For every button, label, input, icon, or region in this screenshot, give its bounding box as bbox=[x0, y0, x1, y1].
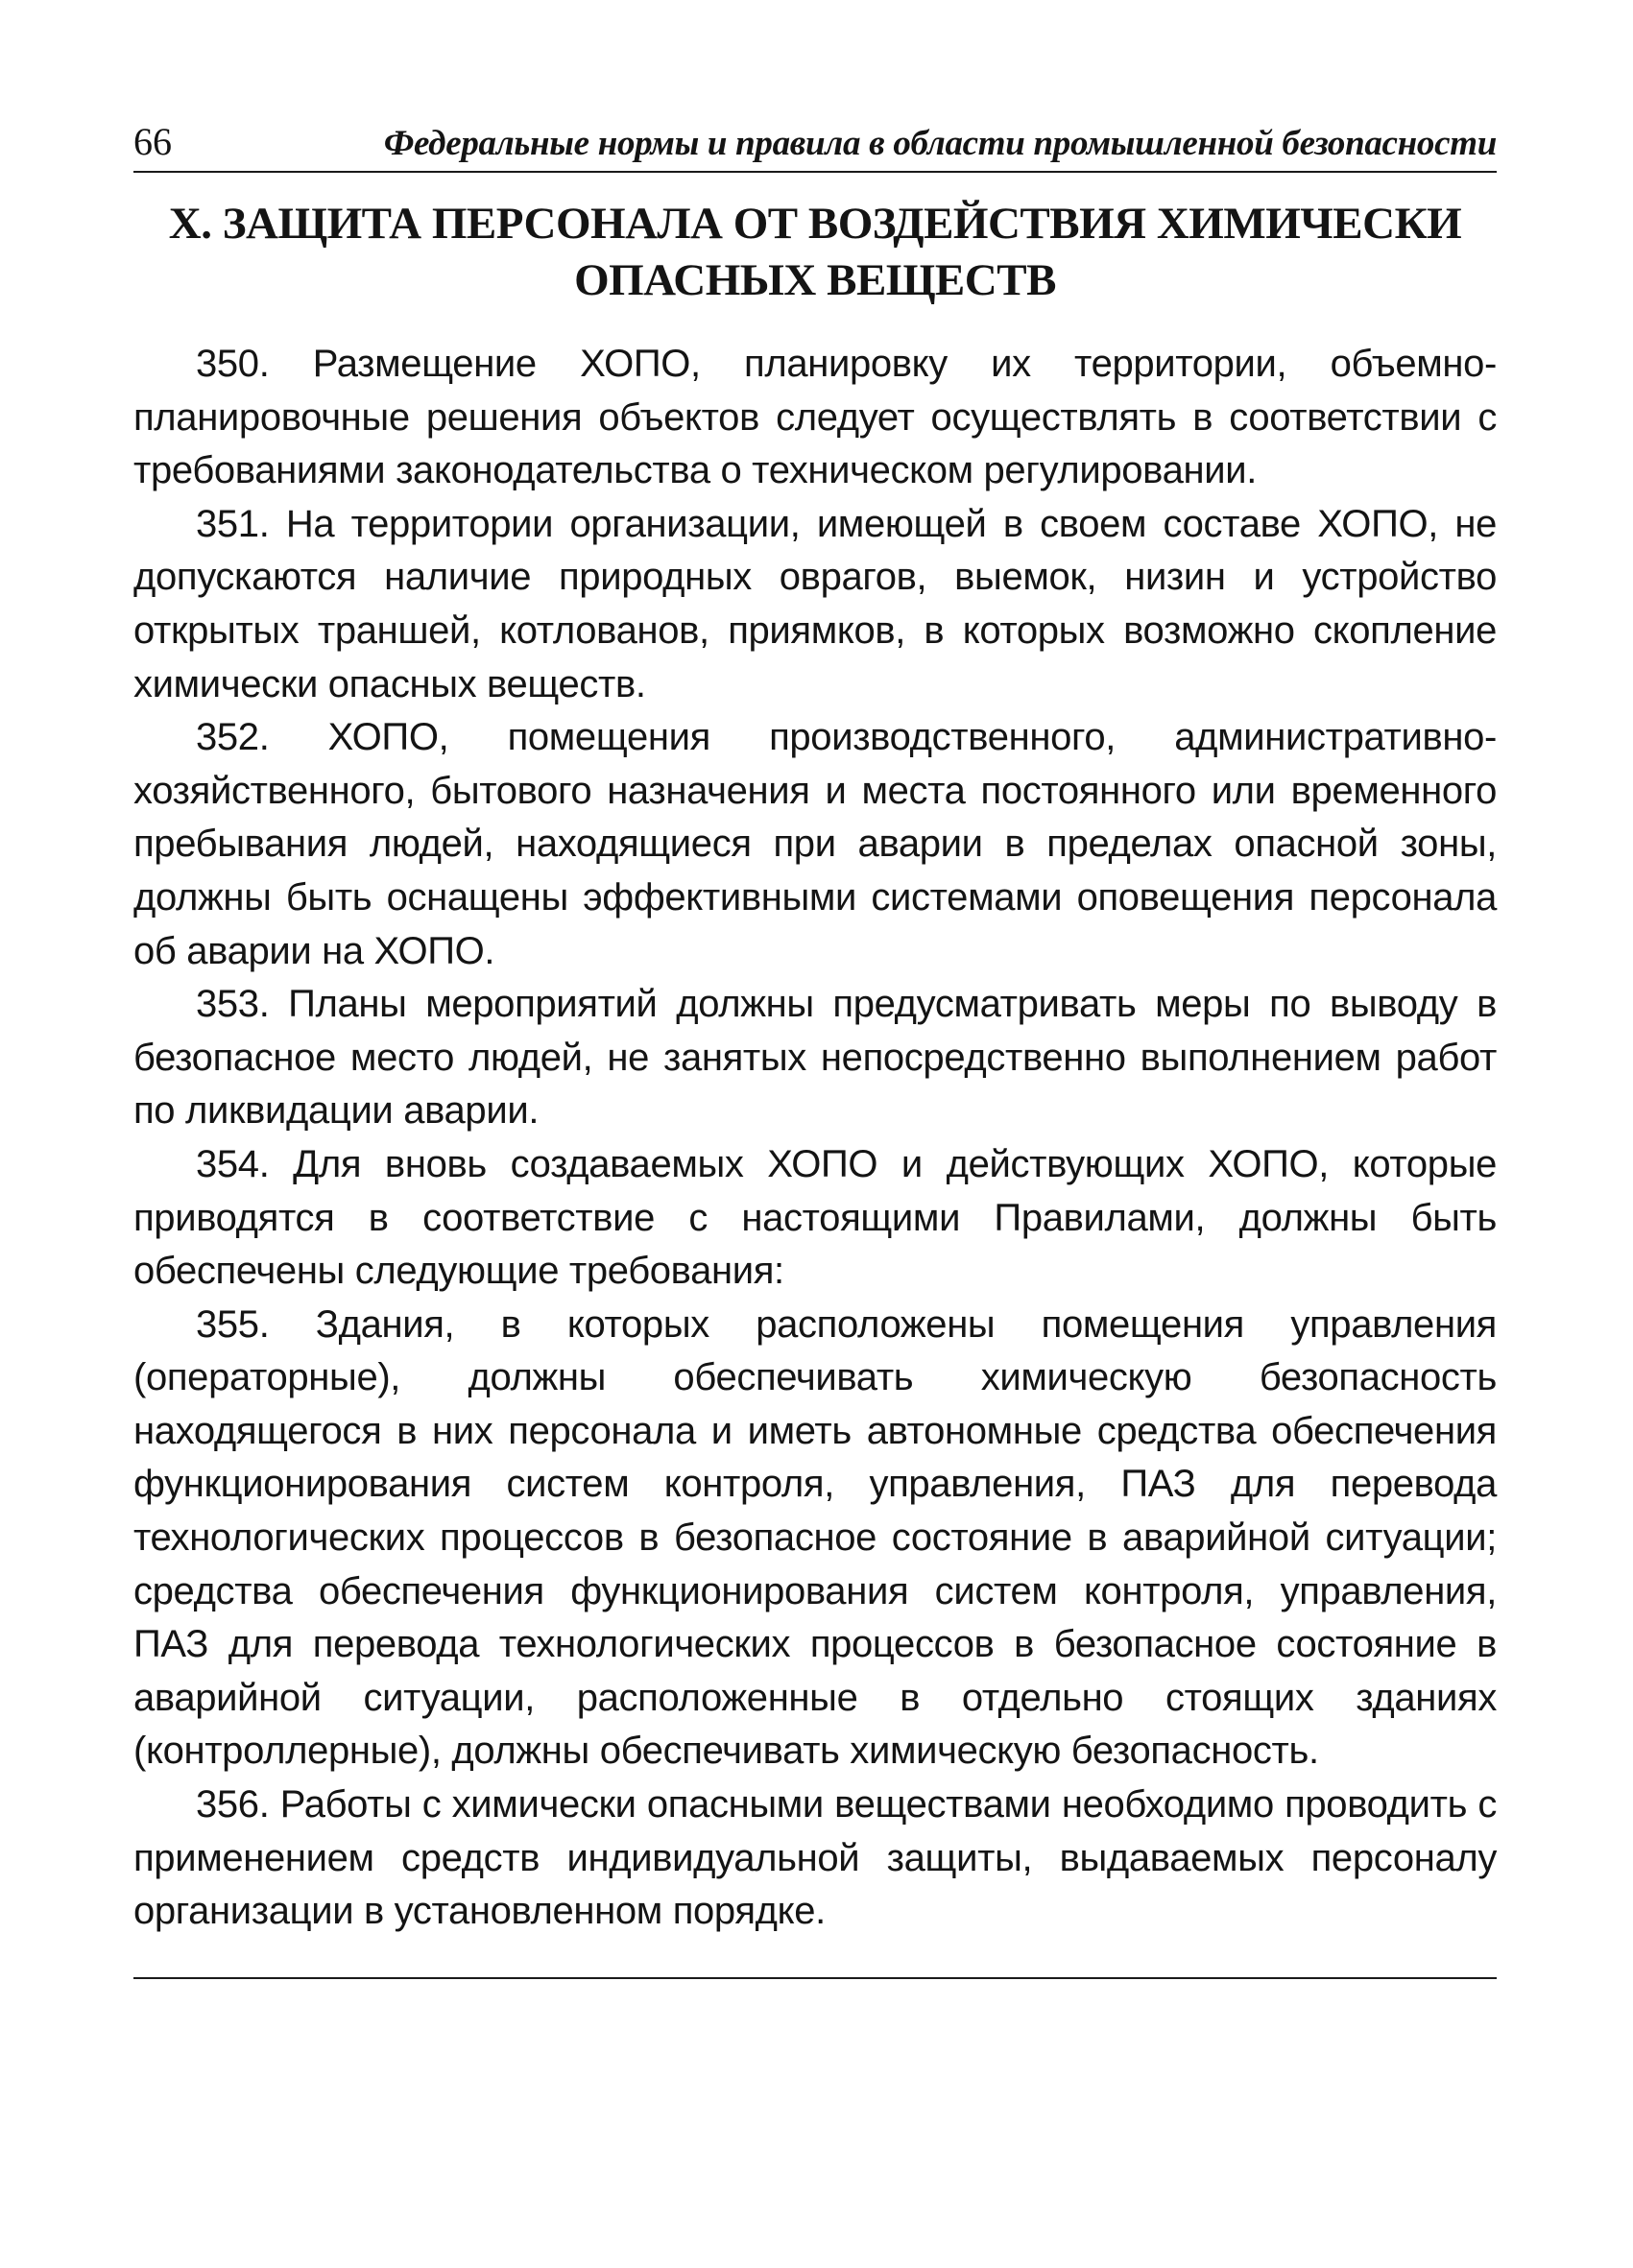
paragraph-356: 356. Работы с химически опасными веществами необходимо проводить с применением средств индивидуальной защиты, выдаваемых персоналу организации в установленном порядке. bbox=[133, 1783, 1497, 1933]
document-page bbox=[133, 113, 1497, 1979]
paragraph-352: 352. ХОПО, помещения производственного, административно-хозяйственного, бытового назначения и места постоянного или временного пребывания людей, находящиеся при аварии в пределах опасной зоны, должны быть оснащены эффективными системами оповещения персонала об аварии на ХОПО. bbox=[133, 716, 1497, 972]
section-title-line-1: X. ЗАЩИТА ПЕРСОНАЛА ОТ ВОЗДЕЙСТВИЯ ХИМИЧЕСКИ bbox=[168, 199, 1462, 249]
running-header bbox=[133, 113, 1497, 173]
paragraph-350: 350. Размещение ХОПО, планировку их территории, объемно-планировочные решения объектов следует осуществлять в соответствии с требованиями законодательства о техническом регулировании. bbox=[133, 343, 1497, 492]
section-title-line-2: ОПАСНЫХ ВЕЩЕСТВ bbox=[574, 255, 1056, 305]
section-title bbox=[133, 196, 1497, 309]
paragraph-355: 355. Здания, в которых расположены помещения управления (операторные), должны обеспечивать химическую безопасность находящегося в них персонала и иметь автономные средства обеспечения функционирования систем контроля, управления, ПАЗ для перевода технологических процессов в безопасное состояние в аварийной ситуации; средства обеспечения функционирования систем контроля, управления, ПАЗ для перевода технологических процессов в безопасное состояние в аварийной ситуации, расположенные в отдельно стоящих зданиях (контроллерные), должны обеспечивать химическую безопасность. bbox=[133, 1302, 1497, 1773]
running-title: Федеральные нормы и правила в области промышленной безопасности bbox=[383, 124, 1497, 163]
body-text bbox=[133, 338, 1497, 1939]
paragraph-351: 351. На территории организации, имеющей в своем составе ХОПО, не допускаются наличие природных оврагов, выемок, низин и устройство открытых траншей, котлованов, приямков, в которых возможно скопление химически опасных веществ. bbox=[133, 502, 1497, 705]
paragraph-354: 354. Для вновь создаваемых ХОПО и действующих ХОПО, которые приводятся в соответствие с настоящими Правилами, должны быть обеспечены следующие требования: bbox=[133, 1142, 1497, 1293]
page-number: 66 bbox=[133, 120, 172, 163]
end-rule bbox=[133, 1977, 1497, 1979]
paragraph-353: 353. Планы мероприятий должны предусматривать меры по выводу в безопасное место людей, не занятых непосредственно выполнением работ по ликвидации аварии. bbox=[133, 983, 1497, 1133]
